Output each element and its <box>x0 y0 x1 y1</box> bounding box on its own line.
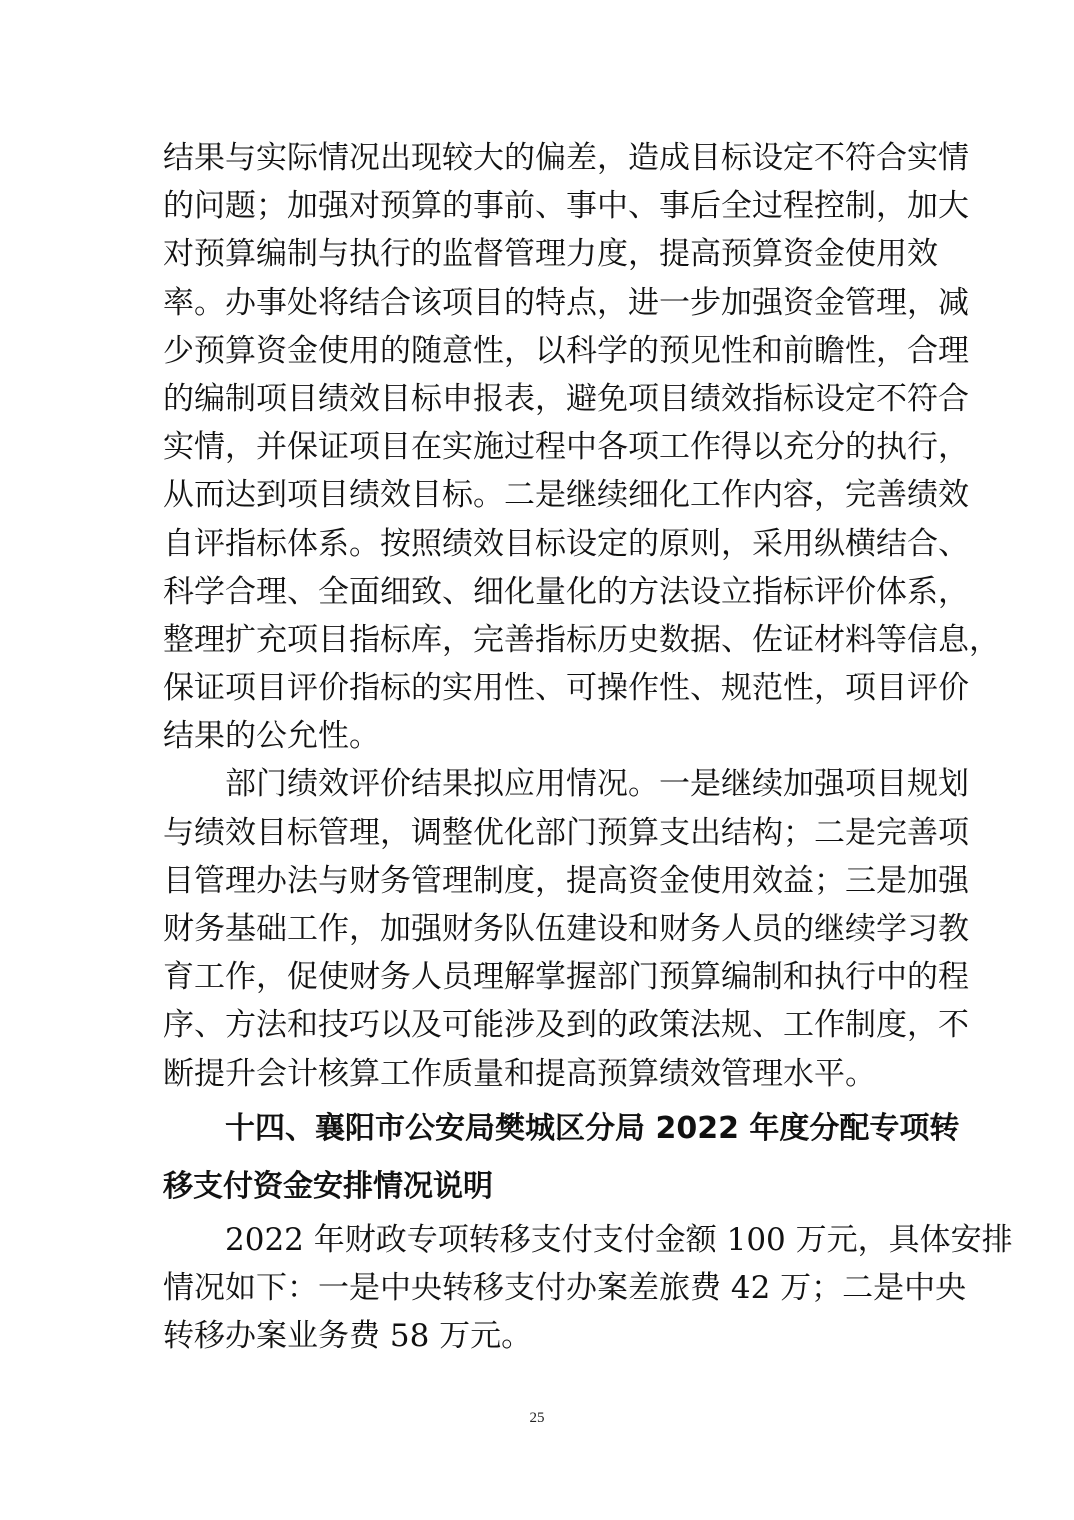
text-line: 与绩效目标管理，调整优化部门预算支出结构；二是完善项 <box>163 814 969 851</box>
text-line: 的问题；加强对预算的事前、事中、事后全过程控制，加大 <box>163 188 969 225</box>
text-line: 情况如下：一是中央转移支付办案差旅费 42 万；二是中央 <box>163 1269 967 1306</box>
section-heading <box>163 1100 960 1216</box>
text-line: 科学合理、全面细致、细化量化的方法设立指标评价体系， <box>163 573 969 610</box>
text-line: 序、方法和技巧以及可能涉及到的政策法规、工作制度，不 <box>163 1007 969 1044</box>
paragraph-transfer-payment <box>163 1216 1013 1361</box>
text-line: 转移办案业务费 58 万元。 <box>163 1318 533 1355</box>
text-line: 财务基础工作，加强财务队伍建设和财务人员的继续学习教 <box>163 911 969 947</box>
text-line: 率。办事处将结合该项目的特点，进一步加强资金管理，减 <box>163 284 969 321</box>
page-number: 25 <box>529 1410 545 1426</box>
text-line: 实情，并保证项目在实施过程中各项工作得以充分的执行， <box>163 429 969 466</box>
text-line: 的编制项目绩效目标申报表，避免项目绩效指标设定不符合 <box>163 380 969 417</box>
heading-line: 移支付资金安排情况说明 <box>163 1168 493 1204</box>
text-line: 断提升会计核算工作质量和提高预算绩效管理水平。 <box>163 1055 876 1092</box>
text-line: 从而达到项目绩效目标。二是继续细化工作内容，完善绩效 <box>163 477 969 514</box>
text-line: 少预算资金使用的随意性，以科学的预见性和前瞻性，合理 <box>163 332 969 369</box>
document-page <box>163 134 1013 1360</box>
paragraph-evaluation-application <box>163 760 969 1097</box>
text-line: 部门绩效评价结果拟应用情况。一是继续加强项目规划 <box>225 766 969 803</box>
text-line: 2022 年财政专项转移支付支付金额 100 万元，具体安排 <box>225 1221 1013 1258</box>
text-line: 自评指标体系。按照绩效目标设定的原则，采用纵横结合、 <box>163 525 969 562</box>
text-line: 结果的公允性。 <box>163 718 380 755</box>
paragraph-improvement-measures <box>163 134 1000 760</box>
heading-line: 十四、襄阳市公安局樊城区分局 2022 年度分配专项转 <box>225 1110 960 1146</box>
text-line: 整理扩充项目指标库，完善指标历史数据、佐证材料等信息， <box>163 621 1000 658</box>
text-line: 目管理办法与财务管理制度，提高资金使用效益；三是加强 <box>163 862 969 899</box>
text-line: 保证项目评价指标的实用性、可操作性、规范性，项目评价 <box>163 670 969 707</box>
text-line: 结果与实际情况出现较大的偏差，造成目标设定不符合实情 <box>163 140 969 176</box>
text-line: 育工作，促使财务人员理解掌握部门预算编制和执行中的程 <box>163 959 969 996</box>
text-line: 对预算编制与执行的监督管理力度，提高预算资金使用效 <box>163 236 938 273</box>
